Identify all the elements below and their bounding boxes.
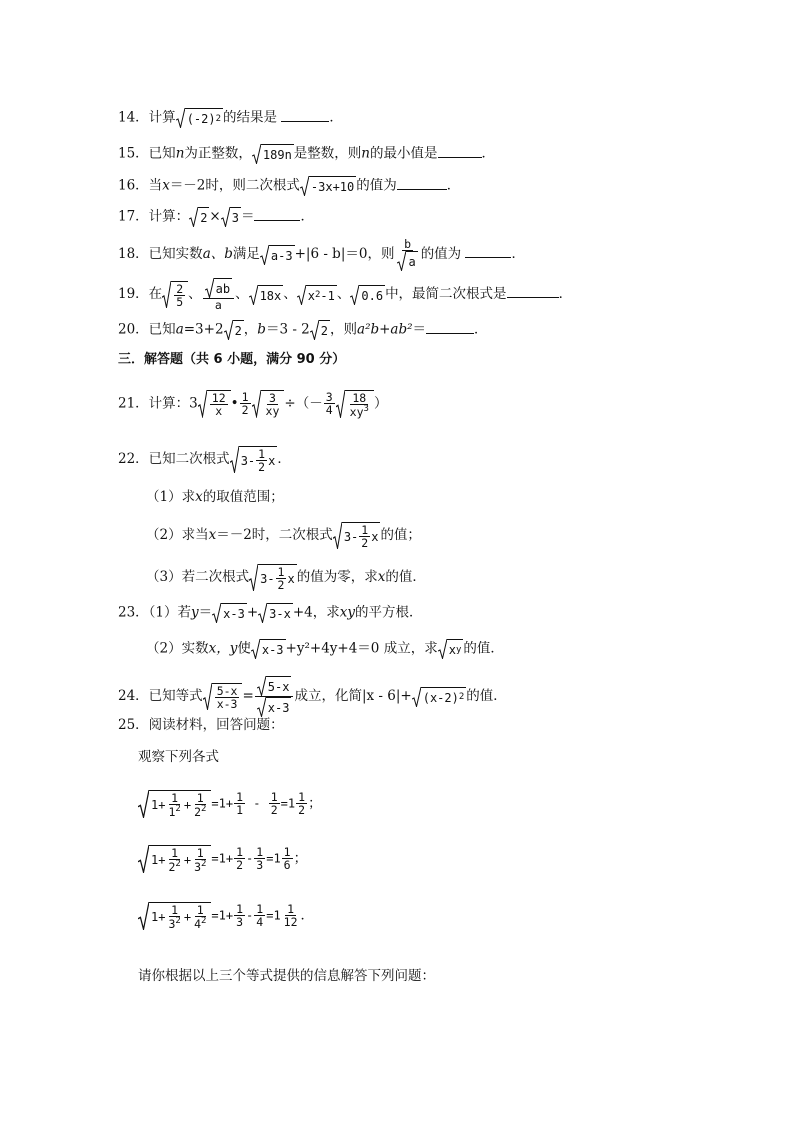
q14-radical: (-2) 2 (176, 108, 223, 128)
question-15: 15．已知n为正整数， 189n 是整数，则n的最小值是 ． (118, 145, 495, 162)
q14-text: 的结果是 (223, 109, 278, 126)
question-23: 23．（1）若y＝ x-3 + 3-x +4，求xy的平方根． (118, 604, 423, 621)
question-16: 16．当x＝－2时，则二次根式 -3x+10 的值为 ． (118, 177, 461, 194)
question-19: 19．在 2 5 、 $\frac{ab}{a}$ 、 18x 、 x 2 -1 、 0.6 中，最简二次根式是 ． (118, 278, 572, 311)
question-24: 24．已知等式 5-x x-3 = $\frac{5-x}{x-3}$ 成立，化简|x - 6|+ (x-2) 2 的值． (118, 676, 507, 717)
answer-blank (438, 145, 482, 158)
q22-part3: （3）若二次根式 3- 1 2 x 的值为零，求x的值． (146, 565, 426, 593)
answer-blank (465, 245, 511, 258)
q16-radical: -3x+10 (300, 176, 356, 196)
q22-part2: （2）求当x＝－2时，二次根式 3- 1 2 x 的值； (146, 523, 421, 551)
answer-blank (397, 177, 447, 190)
question-17: 17．计算： 2 × 3 ＝ ． (118, 208, 314, 225)
answer-blank (281, 109, 329, 122)
q22-part1: （1）求x的取值范围； (146, 489, 284, 505)
answer-blank (426, 321, 474, 334)
question-22: 22．已知二次根式 3- 1 2 x ． (118, 447, 291, 475)
q23-part2: （2）实数x，y使 x-3 +y²+4y+4＝0 成立，求 x y 的值． (146, 640, 504, 657)
q15-radical: 189n (252, 144, 294, 164)
question-20: 20．已知a=3+2 2 ，b＝3 - 2 2 ，则a²b+ab²＝ ． (118, 321, 488, 338)
answer-blank (507, 285, 559, 298)
q25-row: 1 + $\frac{1}{3^2}$ + $\frac{1}{4^2}$ =1+ $\frac{1}{3}$ - $\frac{1}{4}$ =1 $\frac{1}{12}$ ． (138, 902, 314, 930)
answer-blank (254, 208, 300, 221)
q25-observe: 观察下列各式 (138, 749, 219, 765)
question-25: 25．阅读材料，回答问题： (118, 717, 284, 733)
question-18: 18．已知实数a、b满足 a-3 +|6 - b|＝0，则 $\frac{b}{a}$ 的值为 ． (118, 238, 525, 271)
q25-row: 1 + $\frac{1}{1^2}$ + $\frac{1}{2^2}$ =1+ $\frac{1}{1}$ - $\frac{1}{2}$ =1 $\frac{1}{2}$ ； (138, 790, 322, 818)
question-14: 14．计算 (-2) 2 的结果是 ． (118, 109, 343, 126)
q25-row: 1 + $\frac{1}{2^2}$ + $\frac{1}{3^2}$ =1+ $\frac{1}{2}$ - $\frac{1}{3}$ =1 $\frac{1}{6}$ ； (138, 845, 307, 873)
q14-prefix: 14．计算 (118, 109, 176, 126)
question-21: 21．计算：3 12 x • $\frac{1}{2}$ 3 xy ÷（－ $\frac{3}{4}$ 18 $xy^3$ ） (118, 390, 388, 419)
section-heading: 三．解答题（共 6 小题，满分 90 分） (118, 352, 346, 367)
q25-ask: 请你根据以上三个等式提供的信息解答下列问题： (138, 968, 435, 984)
